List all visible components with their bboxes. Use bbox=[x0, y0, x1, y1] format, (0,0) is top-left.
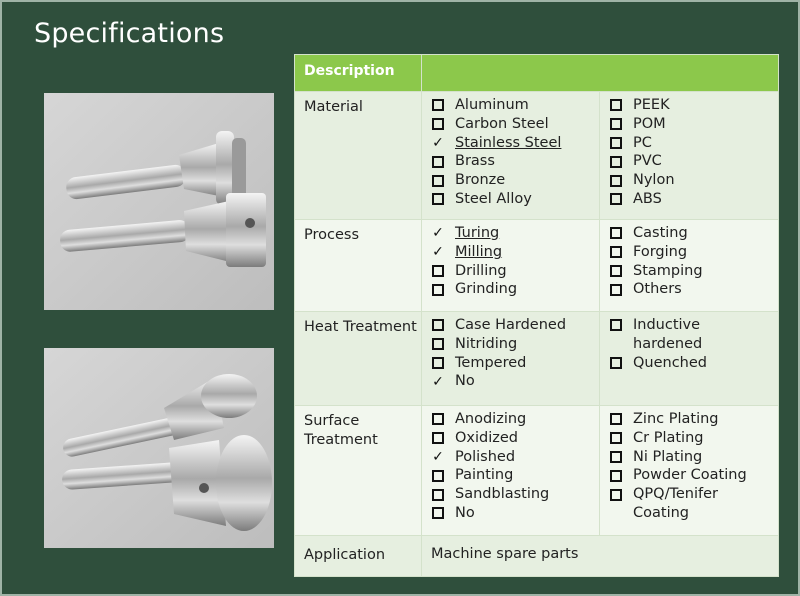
option-item bbox=[609, 410, 778, 429]
checkbox-icon bbox=[431, 152, 445, 171]
options-col2 bbox=[600, 312, 779, 406]
row-label: Heat Treatment bbox=[295, 312, 422, 406]
option-item bbox=[609, 280, 778, 299]
option-label: PVC bbox=[633, 153, 662, 170]
row-application bbox=[295, 536, 779, 577]
option-item bbox=[609, 485, 778, 523]
option-label: Nylon bbox=[633, 172, 675, 189]
product-photo-top bbox=[44, 93, 274, 310]
option-item bbox=[431, 354, 599, 373]
option-item bbox=[431, 96, 599, 115]
options-col2 bbox=[600, 220, 779, 312]
checkbox-icon bbox=[431, 115, 445, 134]
option-label: Casting bbox=[633, 225, 688, 241]
row-label: Material bbox=[295, 92, 422, 220]
option-label: Grinding bbox=[455, 281, 518, 298]
option-item bbox=[431, 448, 599, 467]
option-item bbox=[609, 466, 778, 485]
option-label: Steel Alloy bbox=[455, 190, 532, 207]
option-item bbox=[431, 152, 599, 171]
option-label: Tempered bbox=[455, 354, 527, 371]
option-label: Cr Plating bbox=[633, 429, 704, 446]
options-col1 bbox=[422, 406, 600, 536]
options-col2 bbox=[600, 92, 779, 220]
header-value bbox=[422, 55, 779, 92]
option-label: Others bbox=[633, 281, 682, 298]
option-item bbox=[431, 134, 599, 153]
check-icon: ✓ bbox=[432, 225, 444, 242]
page-title: Specifications bbox=[34, 18, 225, 49]
option-item bbox=[609, 354, 778, 373]
checkbox-icon bbox=[609, 115, 623, 134]
checkbox-icon bbox=[609, 429, 623, 448]
option-item bbox=[431, 485, 599, 504]
option-label: Quenched bbox=[633, 354, 708, 371]
option-label: POM bbox=[633, 115, 666, 132]
checkbox-icon bbox=[431, 335, 445, 354]
option-item bbox=[609, 171, 778, 190]
checkbox-icon bbox=[609, 448, 623, 467]
checkbox-icon bbox=[609, 96, 623, 115]
option-label: Sandblasting bbox=[455, 486, 550, 503]
options-col1 bbox=[422, 92, 600, 220]
option-item bbox=[609, 316, 778, 354]
checkbox-icon bbox=[431, 410, 445, 429]
option-item bbox=[609, 190, 778, 209]
option-label: Bronze bbox=[455, 172, 506, 189]
option-item bbox=[431, 115, 599, 134]
option-item bbox=[609, 448, 778, 467]
checkbox-icon bbox=[609, 152, 623, 171]
checkbox-icon bbox=[609, 262, 623, 281]
option-label: Nitriding bbox=[455, 335, 518, 352]
option-item bbox=[431, 504, 599, 523]
option-label: Anodizing bbox=[455, 411, 527, 427]
option-item bbox=[609, 152, 778, 171]
checkbox-icon bbox=[609, 354, 623, 373]
checkbox-icon bbox=[609, 280, 623, 299]
table-header-row bbox=[295, 55, 779, 92]
option-label: Inductive hardened bbox=[633, 317, 703, 352]
checkbox-icon bbox=[609, 171, 623, 190]
checkbox-icon bbox=[431, 466, 445, 485]
header-description: Description bbox=[295, 55, 422, 92]
checkbox-icon bbox=[609, 485, 623, 504]
option-item bbox=[609, 429, 778, 448]
option-item bbox=[431, 262, 599, 281]
checkbox-icon bbox=[431, 485, 445, 504]
checkbox-icon bbox=[431, 262, 445, 281]
row-surface-treatment bbox=[295, 406, 779, 536]
option-label: Turing bbox=[455, 225, 500, 241]
check-icon: ✓ bbox=[432, 448, 444, 465]
option-item bbox=[431, 335, 599, 354]
checkbox-icon bbox=[431, 504, 445, 523]
checkbox-icon bbox=[431, 190, 445, 209]
option-label: Powder Coating bbox=[633, 467, 747, 484]
checkbox-icon bbox=[431, 316, 445, 335]
checkbox-icon bbox=[609, 243, 623, 262]
option-label: Milling bbox=[455, 243, 503, 260]
option-label: Painting bbox=[455, 467, 514, 484]
option-label: Polished bbox=[455, 448, 516, 465]
checkbox-icon bbox=[609, 466, 623, 485]
option-item bbox=[609, 224, 778, 243]
row-label: Application bbox=[295, 536, 422, 577]
option-item bbox=[431, 243, 599, 262]
checkbox-icon bbox=[609, 134, 623, 153]
specifications-table bbox=[294, 54, 779, 577]
check-icon: ✓ bbox=[432, 373, 444, 390]
options-col1 bbox=[422, 312, 600, 406]
checkbox-icon bbox=[431, 171, 445, 190]
option-label: PEEK bbox=[633, 97, 670, 113]
row-material bbox=[295, 92, 779, 220]
option-item bbox=[609, 262, 778, 281]
check-icon: ✓ bbox=[432, 134, 444, 151]
option-item bbox=[431, 466, 599, 485]
option-label: Stainless Steel bbox=[455, 134, 562, 151]
option-item bbox=[431, 316, 599, 335]
option-label: Ni Plating bbox=[633, 448, 703, 465]
option-label: PC bbox=[633, 134, 652, 151]
option-item bbox=[609, 134, 778, 153]
check-icon: ✓ bbox=[432, 244, 444, 261]
option-label: No bbox=[455, 504, 475, 521]
option-label: Brass bbox=[455, 153, 495, 170]
row-label: Surface Treatment bbox=[295, 406, 422, 536]
option-item bbox=[609, 115, 778, 134]
checkbox-icon bbox=[609, 190, 623, 209]
application-value: Machine spare parts bbox=[422, 536, 779, 577]
product-photo-bottom bbox=[44, 348, 274, 548]
option-item bbox=[431, 429, 599, 448]
checkbox-icon bbox=[609, 410, 623, 429]
checkbox-icon bbox=[609, 316, 623, 335]
option-label: Aluminum bbox=[455, 97, 529, 113]
option-label: Drilling bbox=[455, 262, 507, 279]
checkbox-icon bbox=[431, 354, 445, 373]
options-col2 bbox=[600, 406, 779, 536]
option-item bbox=[431, 171, 599, 190]
option-item bbox=[431, 224, 599, 243]
option-label: ABS bbox=[633, 190, 662, 207]
option-label: Forging bbox=[633, 243, 688, 260]
options-col1 bbox=[422, 220, 600, 312]
option-label: Case Hardened bbox=[455, 317, 567, 333]
option-item bbox=[431, 372, 599, 391]
option-item bbox=[609, 243, 778, 262]
option-item bbox=[431, 410, 599, 429]
option-item bbox=[431, 280, 599, 299]
option-label: Zinc Plating bbox=[633, 411, 719, 427]
checkbox-icon bbox=[431, 429, 445, 448]
checkbox-icon bbox=[431, 96, 445, 115]
row-heat-treatment bbox=[295, 312, 779, 406]
option-label: Oxidized bbox=[455, 429, 518, 446]
checkbox-icon bbox=[609, 224, 623, 243]
option-label: Stamping bbox=[633, 262, 703, 279]
row-process bbox=[295, 220, 779, 312]
checkbox-icon bbox=[431, 280, 445, 299]
option-item bbox=[609, 96, 778, 115]
row-label: Process bbox=[295, 220, 422, 312]
option-label: QPQ/Tenifer Coating bbox=[633, 486, 718, 521]
option-label: No bbox=[455, 373, 475, 390]
option-item bbox=[431, 190, 599, 209]
option-label: Carbon Steel bbox=[455, 115, 549, 132]
